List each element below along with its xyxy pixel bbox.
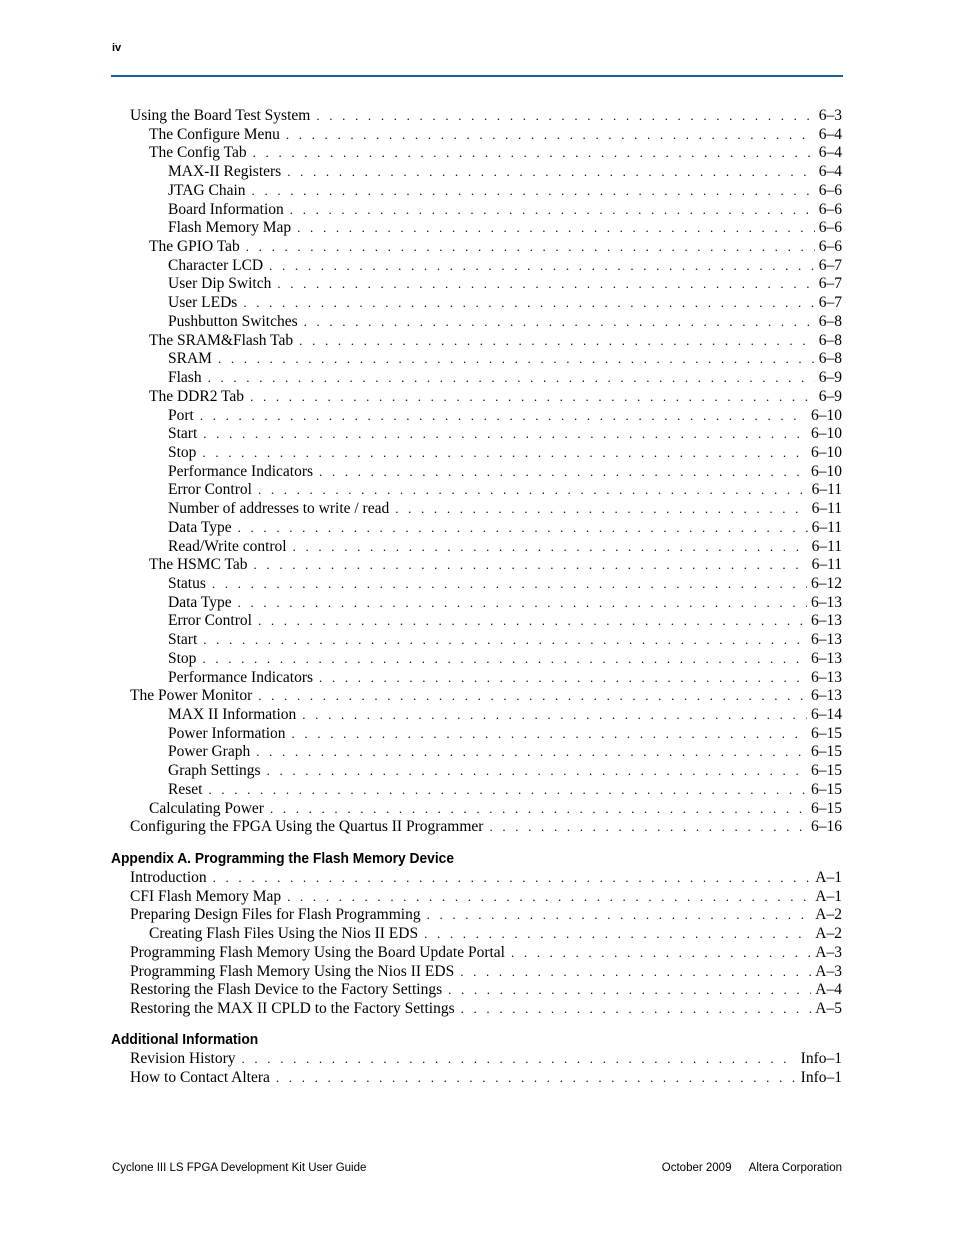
toc-entry-page: 6–15	[811, 743, 842, 761]
toc-entry-title: Performance Indicators	[168, 462, 314, 480]
toc-entry-page: 6–14	[811, 706, 842, 723]
toc-entry-title: The HSMC Tab	[149, 556, 248, 574]
toc-entry-page: 6–3	[818, 107, 842, 124]
section-heading-appendix-a: Appendix A. Programming the Flash Memory Device	[111, 850, 455, 868]
toc-entry-page: 6–4	[818, 125, 842, 143]
toc-entry-title: Stop	[168, 649, 197, 667]
toc-dot-leader	[448, 982, 811, 998]
toc-dot-leader	[287, 889, 811, 905]
toc-dot-leader	[243, 295, 814, 311]
toc-entry[interactable]	[111, 612, 842, 631]
toc-entry[interactable]	[111, 388, 842, 407]
toc-entry-title: Status	[168, 574, 206, 592]
toc-entry-page: A–3	[815, 943, 842, 961]
toc-dot-leader	[246, 239, 815, 255]
header-rule	[111, 75, 843, 77]
toc-entry-title: Programming Flash Memory Using the Board Update Portal	[130, 943, 505, 961]
table-of-contents	[111, 107, 842, 1087]
toc-entry[interactable]	[111, 944, 842, 963]
footer-company: Altera Corporation	[748, 1162, 842, 1174]
toc-dot-leader	[250, 389, 815, 405]
toc-entry-title: Board Information	[168, 200, 284, 218]
toc-group-additional-information	[111, 1050, 842, 1087]
toc-entry[interactable]	[111, 818, 842, 837]
toc-entry-page: Info–1	[800, 1049, 842, 1067]
toc-entry-title: The DDR2 Tab	[149, 387, 245, 405]
toc-entry-page: 6–13	[811, 631, 842, 649]
toc-dot-leader	[202, 651, 807, 667]
toc-dot-leader	[252, 183, 815, 199]
toc-entry-page: A–3	[815, 962, 842, 980]
toc-entry-title: How to Contact Altera	[130, 1068, 270, 1086]
toc-entry[interactable]	[111, 275, 842, 294]
toc-dot-leader	[253, 145, 815, 161]
toc-dot-leader	[293, 539, 808, 555]
toc-entry-page: A–2	[815, 925, 842, 943]
toc-entry-page: 6–10	[811, 425, 842, 443]
toc-entry-title: The GPIO Tab	[149, 238, 240, 256]
footer-guide-title: Cyclone III LS FPGA Development Kit User Guide	[112, 1162, 367, 1174]
toc-entry[interactable]	[111, 144, 842, 163]
toc-entry-page: 6–11	[811, 556, 842, 574]
toc-entry-page: 6–13	[811, 687, 842, 705]
toc-dot-leader	[489, 819, 807, 835]
toc-entry-title: Error Control	[168, 481, 252, 499]
toc-entry[interactable]	[111, 407, 842, 426]
toc-dot-leader	[292, 726, 807, 742]
toc-dot-leader	[424, 926, 811, 942]
toc-entry-title: Flash Memory Map	[168, 219, 292, 237]
toc-dot-leader	[212, 576, 807, 592]
toc-entry-title: Start	[168, 631, 198, 649]
toc-dot-leader	[302, 707, 807, 723]
toc-group-chapter-6	[111, 107, 842, 837]
toc-dot-leader	[213, 870, 812, 886]
toc-entry-page: 6–7	[818, 275, 842, 293]
toc-entry[interactable]	[111, 743, 842, 762]
toc-entry-title: Read/Write control	[168, 537, 287, 555]
toc-entry[interactable]	[111, 182, 842, 201]
toc-entry[interactable]	[111, 350, 842, 369]
toc-entry-page: A–1	[815, 887, 842, 905]
toc-dot-leader	[208, 370, 815, 386]
toc-entry[interactable]	[111, 869, 842, 888]
toc-dot-leader	[200, 408, 807, 424]
toc-dot-leader	[286, 127, 815, 143]
toc-dot-leader	[316, 108, 814, 124]
toc-entry-page: 6–10	[811, 462, 842, 480]
toc-dot-leader	[460, 964, 811, 980]
toc-dot-leader	[203, 426, 807, 442]
toc-entry-page: 6–15	[811, 724, 842, 742]
toc-entry-title: User LEDs	[168, 294, 238, 312]
toc-entry-title: Reset	[168, 780, 203, 798]
toc-dot-leader	[287, 164, 815, 180]
toc-entry-page: 6–15	[811, 762, 842, 780]
toc-dot-leader	[258, 688, 807, 704]
toc-entry[interactable]	[111, 925, 842, 944]
toc-entry-title: Calculating Power	[149, 799, 264, 817]
toc-entry-page: 6–10	[811, 443, 842, 461]
toc-entry-page: A–1	[815, 869, 842, 887]
toc-entry[interactable]	[111, 906, 842, 925]
toc-entry-title: The Configure Menu	[149, 125, 280, 143]
toc-entry-page: 6–8	[818, 350, 842, 368]
toc-dot-leader	[254, 557, 808, 573]
toc-entry-title: Error Control	[168, 612, 252, 630]
toc-dot-leader	[238, 520, 808, 536]
toc-entry[interactable]	[111, 201, 842, 220]
toc-entry-page: Info–1	[800, 1068, 842, 1086]
toc-entry-page: 6–6	[818, 219, 842, 237]
toc-entry-title: Preparing Design Files for Flash Programming	[130, 906, 421, 924]
toc-entry-title: SRAM	[168, 350, 212, 368]
toc-dot-leader	[208, 782, 807, 798]
toc-entry-title: Restoring the MAX II CPLD to the Factory Settings	[130, 1000, 455, 1018]
toc-entry-page: 6–7	[818, 256, 842, 274]
toc-dot-leader	[304, 314, 815, 330]
toc-entry-page: 6–16	[811, 818, 842, 836]
toc-entry-title: MAX II Information	[168, 706, 297, 723]
toc-entry[interactable]	[111, 800, 842, 819]
toc-entry-page: 6–15	[811, 780, 842, 798]
toc-dot-leader	[270, 801, 807, 817]
toc-dot-leader	[256, 744, 807, 760]
toc-entry-title: MAX-II Registers	[168, 163, 282, 181]
toc-entry[interactable]	[111, 425, 842, 444]
toc-entry[interactable]	[111, 556, 842, 575]
page-number: iv	[112, 42, 122, 54]
section-heading-additional-information: Additional Information	[111, 1030, 259, 1048]
toc-entry-title: User Dip Switch	[168, 275, 272, 293]
toc-dot-leader	[461, 1001, 812, 1017]
toc-entry[interactable]	[111, 1050, 842, 1069]
toc-entry[interactable]	[111, 500, 842, 519]
toc-entry-title: Power Information	[168, 724, 286, 742]
toc-entry-page: 6–12	[811, 574, 842, 592]
toc-entry-title: Performance Indicators	[168, 668, 314, 686]
toc-entry-page: 6–8	[818, 331, 842, 349]
toc-entry-title: CFI Flash Memory Map	[130, 887, 282, 905]
toc-entry-title: Configuring the FPGA Using the Quartus II Programmer	[130, 818, 484, 836]
toc-entry-page: 6–10	[811, 406, 842, 424]
toc-entry-title: Start	[168, 425, 198, 443]
toc-entry[interactable]	[111, 463, 842, 482]
toc-entry[interactable]	[111, 519, 842, 538]
toc-entry-page: 6–11	[811, 537, 842, 555]
toc-entry[interactable]	[111, 1069, 842, 1088]
toc-entry[interactable]	[111, 594, 842, 613]
toc-entry-title: Creating Flash Files Using the Nios II EDS	[149, 925, 419, 943]
toc-entry-page: 6–7	[818, 294, 842, 312]
toc-entry[interactable]	[111, 238, 842, 257]
toc-dot-leader	[276, 1070, 797, 1086]
toc-entry-title: The Power Monitor	[130, 687, 253, 705]
toc-entry[interactable]	[111, 107, 842, 126]
footer-right	[662, 1162, 842, 1174]
toc-entry-title: The SRAM&Flash Tab	[149, 331, 294, 349]
toc-dot-leader	[218, 351, 815, 367]
toc-entry[interactable]	[111, 332, 842, 351]
toc-entry[interactable]	[111, 631, 842, 650]
toc-dot-leader	[319, 670, 807, 686]
toc-entry-page: 6–6	[818, 238, 842, 256]
toc-entry-page: A–5	[815, 1000, 842, 1018]
toc-entry[interactable]	[111, 219, 842, 238]
toc-group-appendix-a	[111, 869, 842, 1019]
toc-entry-title: Graph Settings	[168, 762, 261, 780]
toc-entry-page: 6–13	[811, 668, 842, 686]
toc-entry[interactable]	[111, 369, 842, 388]
toc-entry-title: Number of addresses to write / read	[168, 500, 390, 518]
toc-dot-leader	[297, 220, 815, 236]
toc-entry-page: 6–11	[811, 518, 842, 536]
toc-dot-leader	[427, 907, 812, 923]
toc-entry[interactable]	[111, 126, 842, 145]
toc-entry[interactable]	[111, 444, 842, 463]
toc-entry[interactable]	[111, 981, 842, 1000]
toc-dot-leader	[277, 276, 814, 292]
toc-dot-leader	[258, 482, 808, 498]
toc-entry-page: 6–6	[818, 200, 842, 218]
toc-entry-title: Introduction	[130, 869, 207, 887]
footer-date: October 2009	[661, 1162, 732, 1174]
toc-entry[interactable]	[111, 575, 842, 594]
toc-entry-title: JTAG Chain	[168, 181, 246, 199]
toc-entry-page: 6–9	[818, 387, 842, 405]
toc-dot-leader	[319, 464, 807, 480]
toc-entry-title: Flash	[168, 369, 202, 387]
toc-dot-leader	[238, 595, 807, 611]
toc-entry-title: Character LCD	[168, 256, 264, 274]
toc-entry-page: 6–6	[818, 181, 842, 199]
toc-entry-title: Port	[168, 406, 194, 424]
toc-entry[interactable]	[111, 538, 842, 557]
toc-dot-leader	[269, 258, 815, 274]
toc-entry[interactable]	[111, 888, 842, 907]
toc-entry-title: Restoring the Flash Device to the Factory Settings	[130, 981, 443, 999]
toc-entry-page: 6–9	[818, 369, 842, 387]
toc-entry-page: A–4	[815, 981, 842, 999]
toc-entry-title: The Config Tab	[149, 144, 247, 162]
toc-entry-page: 6–11	[811, 481, 842, 499]
toc-entry[interactable]	[111, 963, 842, 982]
toc-entry-title: Pushbutton Switches	[168, 312, 298, 330]
toc-entry-title: Power Graph	[168, 743, 251, 761]
toc-entry[interactable]	[111, 163, 842, 182]
toc-entry[interactable]	[111, 687, 842, 706]
toc-entry-title: Data Type	[168, 518, 232, 536]
toc-entry[interactable]	[111, 257, 842, 276]
toc-dot-leader	[299, 333, 815, 349]
toc-entry-title: Using the Board Test System	[130, 107, 311, 124]
toc-entry-page: 6–4	[818, 163, 842, 181]
toc-entry[interactable]	[111, 669, 842, 688]
toc-entry[interactable]	[111, 706, 842, 725]
toc-entry-page: 6–4	[818, 144, 842, 162]
toc-entry-page: 6–13	[811, 649, 842, 667]
toc-entry-title: Revision History	[130, 1049, 236, 1067]
toc-entry-title: Stop	[168, 443, 197, 461]
toc-dot-leader	[511, 945, 811, 961]
toc-entry[interactable]	[111, 481, 842, 500]
toc-dot-leader	[258, 613, 807, 629]
toc-dot-leader	[202, 445, 807, 461]
toc-entry[interactable]	[111, 294, 842, 313]
toc-entry[interactable]	[111, 781, 842, 800]
toc-dot-leader	[203, 632, 807, 648]
toc-dot-leader	[395, 501, 807, 517]
toc-entry-page: A–2	[815, 906, 842, 924]
toc-dot-leader	[242, 1051, 797, 1067]
toc-entry[interactable]	[111, 650, 842, 669]
toc-dot-leader	[290, 202, 815, 218]
toc-entry-title: Data Type	[168, 593, 232, 611]
toc-entry[interactable]	[111, 1000, 842, 1019]
toc-entry-page: 6–11	[811, 500, 842, 518]
toc-entry-page: 6–13	[811, 593, 842, 611]
toc-entry-title: Programming Flash Memory Using the Nios II EDS	[130, 962, 455, 980]
toc-entry-page: 6–13	[811, 612, 842, 630]
toc-entry[interactable]	[111, 313, 842, 332]
toc-dot-leader	[267, 763, 807, 779]
toc-entry-page: 6–15	[811, 799, 842, 817]
toc-entry[interactable]	[111, 725, 842, 744]
toc-entry-page: 6–8	[818, 312, 842, 330]
toc-entry[interactable]	[111, 762, 842, 781]
